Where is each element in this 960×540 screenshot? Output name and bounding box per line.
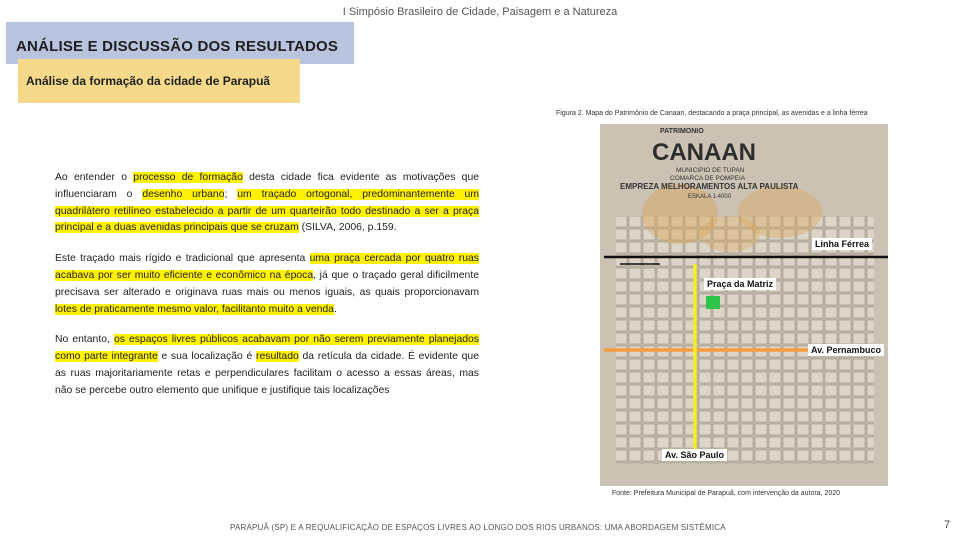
- highlighted-text: os espaços livres públicos acabavam por não serem previamente planejados como parte integrante: [55, 334, 479, 363]
- text-run: Ao entender o: [55, 172, 134, 183]
- highlighted-text: resultado: [256, 351, 299, 363]
- section-subtitle: Análise da formação da cidade de Parapuã: [26, 74, 271, 88]
- text-run: desta cidade fica evidente as motivações que influenciaram o: [55, 172, 480, 200]
- text-run: .: [333, 303, 337, 315]
- map-stain: [700, 216, 760, 252]
- text-run: da retícula da cidade. É evidente que as ruas majoritariamente retas e perpendiculares facilitam o acesso a essas áreas, mas não se percebe outro elemento que unifique e justifique tais localizações: [55, 351, 479, 396]
- highlighted-text: lotes de praticamente mesmo valor, facilitanto muito a venda: [55, 303, 334, 315]
- highlighted-text: um traçado ortogonal, predominantemente um quadrilátero retilíneo estabelecido a partir de um quarteirão todo destinado a ser a praça principal e a duas avenidas principais que se cruzam: [55, 188, 479, 234]
- map-escala: ESKALA 1:4000: [688, 194, 732, 200]
- paragraph-3: [55, 332, 479, 399]
- label-linha-ferrea: Linha Férrea: [812, 238, 872, 250]
- text-run: , já que o traçado geral dificilmente precisava ser alterado e originava ruas mais ou menos iguais, as quais proporcionavam: [55, 269, 479, 298]
- map-empresa: EMPREZA MELHORAMENTOS ALTA PAULISTA: [620, 182, 799, 191]
- canaan-map: [600, 124, 888, 486]
- map-drawing: [600, 124, 888, 486]
- text-run: ;: [224, 188, 238, 200]
- label-av-sao-paulo: Av. São Paulo: [662, 449, 727, 461]
- map-title-canaan: CANAAN: [652, 139, 756, 166]
- label-praca-matriz: Praça da Matriz: [704, 278, 776, 290]
- street-grid: [616, 216, 874, 464]
- paragraph-2: [55, 251, 479, 318]
- map-comarca: COMARCA DE POMPEIA: [670, 175, 746, 182]
- section-subtitle-box: [18, 59, 300, 103]
- praca-matriz-square: [706, 296, 720, 309]
- map-municipio: MUNICIPIO DE TUPAN: [676, 167, 745, 174]
- highlighted-text: processo de formação: [133, 172, 243, 183]
- text-run: e sua localização é: [157, 351, 257, 363]
- event-header: I Simpósio Brasileiro de Cidade, Paisagem e a Natureza: [342, 6, 618, 18]
- map-title-small: PATRIMONIO: [660, 128, 704, 135]
- highlighted-text: desenho urbano: [142, 188, 225, 200]
- paragraph-1: [55, 170, 479, 237]
- body-text: [55, 170, 479, 414]
- text-run: (SILVA, 2006, p.159.: [298, 222, 397, 234]
- text-run: Este traçado mais rígido e tradicional que apresenta: [55, 253, 310, 265]
- highlighted-text: uma praça cercada por quatro ruas acabava por ser muito eficiente e econômico na época: [55, 253, 479, 281]
- page-number: 7: [944, 519, 951, 531]
- figure-source: Fonte: Prefeitura Municipal de Parapuã, com intervenção da autora, 2020: [612, 490, 841, 497]
- section-title-box: [6, 22, 354, 64]
- figure-caption: Figura 2. Mapa do Patrimônio de Canaan, destacando a praça principal, as avenidas e a linha férrea: [556, 110, 868, 117]
- text-run: No entanto,: [55, 334, 114, 346]
- footer-text: PARAPUÃ (SP) E A REQUALIFICAÇÃO DE ESPAÇOS LIVRES AO LONGO DOS RIOS URBANOS: UMA ABORDAGEM SISTÊMICA: [230, 523, 726, 532]
- label-av-pernambuco: Av. Pernambuco: [808, 344, 884, 356]
- section-title: ANÁLISE E DISCUSSÃO DOS RESULTADOS: [16, 38, 339, 55]
